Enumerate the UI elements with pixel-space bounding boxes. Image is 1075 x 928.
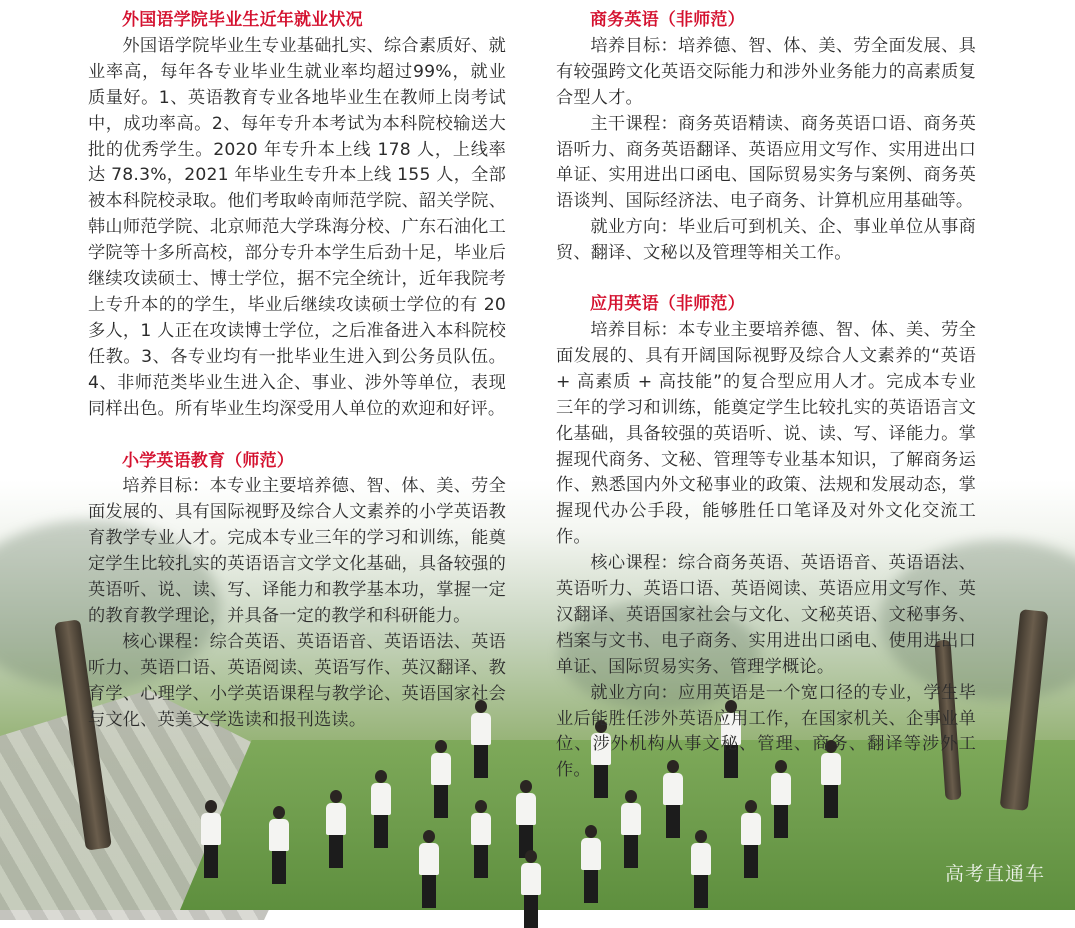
watermark: 高考直通车 bbox=[944, 863, 1045, 885]
student-figure bbox=[200, 800, 222, 878]
student-figure bbox=[515, 780, 537, 858]
business-english-goal: 培养目标：培养德、智、体、美、劳全面发展、具有较强跨文化英语交际能力和涉外业务能力的高素质复合型人才。 bbox=[556, 35, 976, 108]
student-figure bbox=[620, 790, 642, 868]
primary-english-courses: 核心课程：综合英语、英语语音、英语语法、英语听力、英语口语、英语阅读、英语写作、英汉翻译、教育学、心理学、小学英语课程与教学论、英语国家社会与文化、英美文学选读和报刊选读。 bbox=[88, 631, 506, 730]
student-figure bbox=[520, 850, 542, 928]
student-figure bbox=[580, 825, 602, 903]
employment-paragraph: 外国语学院毕业生专业基础扎实、综合素质好、就业率高，每年各专业毕业生就业率均超过99%，就业质量好。1、英语教育专业各地毕业生在教师上岗考试中，成功率高。2、每年专升本考试为本科院校输送大批的优秀学生。2020 年专升本上线 178 人，上线率达 78.3%，2021 年毕业生专升本上线 155 人，全部被本科院校录取。他们考取岭南师范学院、韶关学院、韩山师范学院、北京师范大学珠海分校、广东石油化工学院等十多所高校，部分专升本学生后劲十足，毕业后继续攻读硕士、博士学位，据不完全统计，近年我院考上专升本的的学生，毕业后继续攻读硕士学位的有 20 多人，1 人正在攻读博士学位，之后准备进入本科院校任教。3、各专业均有一批毕业生进入到公务员队伍。4、非师范类毕业生进入企、事业、涉外等单位，表现同样出色。所有毕业生均深受用人单位的欢迎和好评。 bbox=[88, 35, 506, 419]
right-column bbox=[556, 8, 976, 784]
applied-english-career: 就业方向：应用英语是一个宽口径的专业，学生毕业后能胜任涉外英语应用工作，在国家机关、企事业单位、涉外机构从事文秘、管理、商务、翻译等涉外工作。 bbox=[556, 682, 976, 781]
section-heading-applied-english: 应用英语（非师范） bbox=[590, 294, 745, 315]
student-figure bbox=[418, 830, 440, 908]
student-figure bbox=[470, 800, 492, 878]
left-column bbox=[88, 8, 506, 733]
business-english-career: 就业方向：毕业后可到机关、企、事业单位从事商贸、翻译、文秘以及管理等相关工作。 bbox=[556, 217, 976, 264]
section-heading-business-english: 商务英语（非师范） bbox=[590, 10, 745, 30]
primary-english-goal: 培养目标：本专业主要培养德、智、体、美、劳全面发展的、具有国际视野及综合人文素养的小学英语教育教学专业人才。完成本专业三年的学习和训练，能奠定学生比较扎实的英语语言文学文化基础，具备较强的英语听、说、读、写、译能力和教学基本功，掌握一定的教育教学理论，并具备一定的教学和科研能力。 bbox=[88, 476, 506, 626]
section-spacer bbox=[556, 267, 976, 292]
section-heading-employment: 外国语学院毕业生近年就业状况 bbox=[122, 10, 363, 30]
applied-english-goal: 培养目标：本专业主要培养德、智、体、美、劳全面发展的、具有开阔国际视野及综合人文素养的“英语 + 高素质 + 高技能”的复合型应用人才。完成本专业三年的学习和训练，能奠定学生比较扎实的英语语言文化基础，具备较强的英语听、说、读、写、译能力。掌握现代商务、文秘、管理等专业基本知识，了解商务运作、熟悉国内外文秘事业的政策、法规和发展动态，掌握现代办公手段，能够胜任口笔译及对外文化交流工作。 bbox=[556, 319, 976, 548]
business-english-courses: 主干课程：商务英语精读、商务英语口语、商务英语听力、商务英语翻译、英语应用文写作、实用进出口单证、实用进出口函电、国际贸易实务与案例、商务英语谈判、国际经济法、电子商务、计算机应用基础等。 bbox=[556, 113, 976, 212]
student-figure bbox=[740, 800, 762, 878]
student-figure bbox=[430, 740, 452, 818]
student-figure bbox=[690, 830, 712, 908]
student-figure bbox=[325, 790, 347, 868]
section-heading-primary-english: 小学英语教育（师范） bbox=[122, 450, 294, 471]
section-spacer bbox=[88, 423, 506, 449]
student-figure bbox=[370, 770, 392, 848]
applied-english-courses: 核心课程：综合商务英语、英语语音、英语语法、英语听力、英语口语、英语阅读、英语应用文写作、英汉翻译、英语国家社会与文化、文秘英语、文秘事务、档案与文书、电子商务、实用进出口函电、使用进出口单证、国际贸易实务、管理学概论。 bbox=[556, 553, 976, 677]
student-figure bbox=[268, 806, 290, 884]
